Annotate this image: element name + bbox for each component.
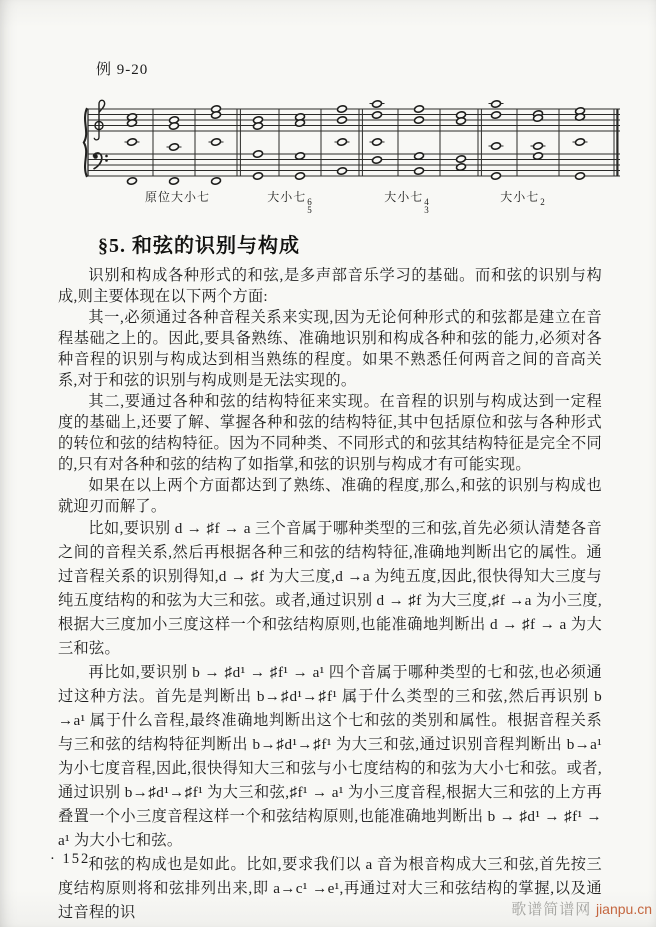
bass-clef-icon (93, 153, 108, 169)
paragraph: 其一,必须通过各种音程关系来实现,因为无论何种形式的和弦都是建立在音程基础之上的。因此,要具备熟练、准确地识别和构成各种和弦的能力,必须对各种音程的识别与构成达到相当熟练的程度。如果不熟悉任何两音之间的音高关系,对于和弦的识别与构成则是无法实现的。 (58, 309, 602, 389)
paragraph: 如果在以上两个方面都达到了熟练、准确的程度,那么,和弦的识别与构成也就迎刃而解了。 (58, 477, 602, 515)
grand-staff (82, 95, 626, 187)
chord-label: 大小七 2 (500, 190, 546, 207)
brace-icon (84, 108, 87, 177)
example-label: 例 9-20 (96, 62, 149, 78)
chord-label: 原位大小七 (144, 190, 211, 204)
chord-labels (82, 187, 626, 215)
watermark (511, 898, 652, 919)
paragraph: 比如,要识别 d → ♯f → a 三个音属于哪种类型的三和弦,首先必须认清楚各音之间的音程关系,然后再根据各种三和弦的结构特征,准确地判断出它的属性。通过音程关系的识别得知,d → ♯f 为大三度,d →a 为纯五度,因此,很快得知大三度与纯五度结构的和弦为大三和弦。或者,通过识别 d → ♯f 为大三度,♯f →a 为小三度,根据大三度加小三度这样一个和弦结构原则,也能准确地判断出 d → ♯f → a 为大三和弦。 (58, 520, 602, 657)
watermark-site-name: 歌谱简谱网 (511, 902, 592, 918)
paragraph: 再比如,要识别 b → ♯d¹ → ♯f¹ → a¹ 四个音属于哪种类型的七和弦,也必须通过这种方法。首先是判断出 b→♯d¹→♯f¹ 属于什么类型的三和弦,然后再识别 b →a¹ 属于什么音程,最终准确地判断出这个七和弦的类别和属性。根据音程关系与三和弦的结构特征判断出 b→♯d¹→♯f¹ 为大三和弦,通过识别音程判断出 b→a¹ 为小七度音程,因此,很快得知大三和弦与小七度结构的和弦为大小七和弦。或者,通过识别 b→♯d¹→♯f¹ 为大三和弦,♯f¹ → a¹ 为小三度音程,根据大三和弦的上方再叠置一个小三度音程这样一个和弦结构原则,也能准确地判断出 b → ♯d¹ → ♯f¹ → a¹ 为大小七和弦。 (58, 664, 602, 849)
paragraph: 识别和构成各种形式的和弦,是多声部音乐学习的基础。而和弦的识别与构成,则主要体现在以下两个方面: (58, 267, 602, 305)
page-number: · 152 · (50, 851, 103, 867)
chord-label: 大小七 6 5 (267, 190, 313, 215)
paragraph: 其二,要通过各种和弦的结构特征来实现。在音程的识别与构成达到一定程度的基础上,还要了解、掌握各种和弦的结构特征,其中包括原位和弦与各种形式的转位和弦的结构特征。因为不同种类、不同形式的和弦其结构特征是完全不同的,只有对各种和弦的结构了如指掌,和弦的识别与构成才有可能实现。 (58, 393, 602, 473)
watermark-site-url[interactable]: jianpu.cn (595, 901, 652, 917)
chord-label: 大小七 4 3 (384, 190, 430, 215)
body-text (58, 265, 602, 925)
music-score (82, 95, 626, 215)
section-heading: §5. 和弦的识别与构成 (98, 235, 300, 257)
paragraph: 和弦的构成也是如此。比如,要求我们以 a 音为根音构成大三和弦,首先按三度结构原则将和弦排列出来,即 a→c¹ →e¹,再通过对大三和弦结构的掌握,以及通过音程的识 (58, 856, 602, 921)
